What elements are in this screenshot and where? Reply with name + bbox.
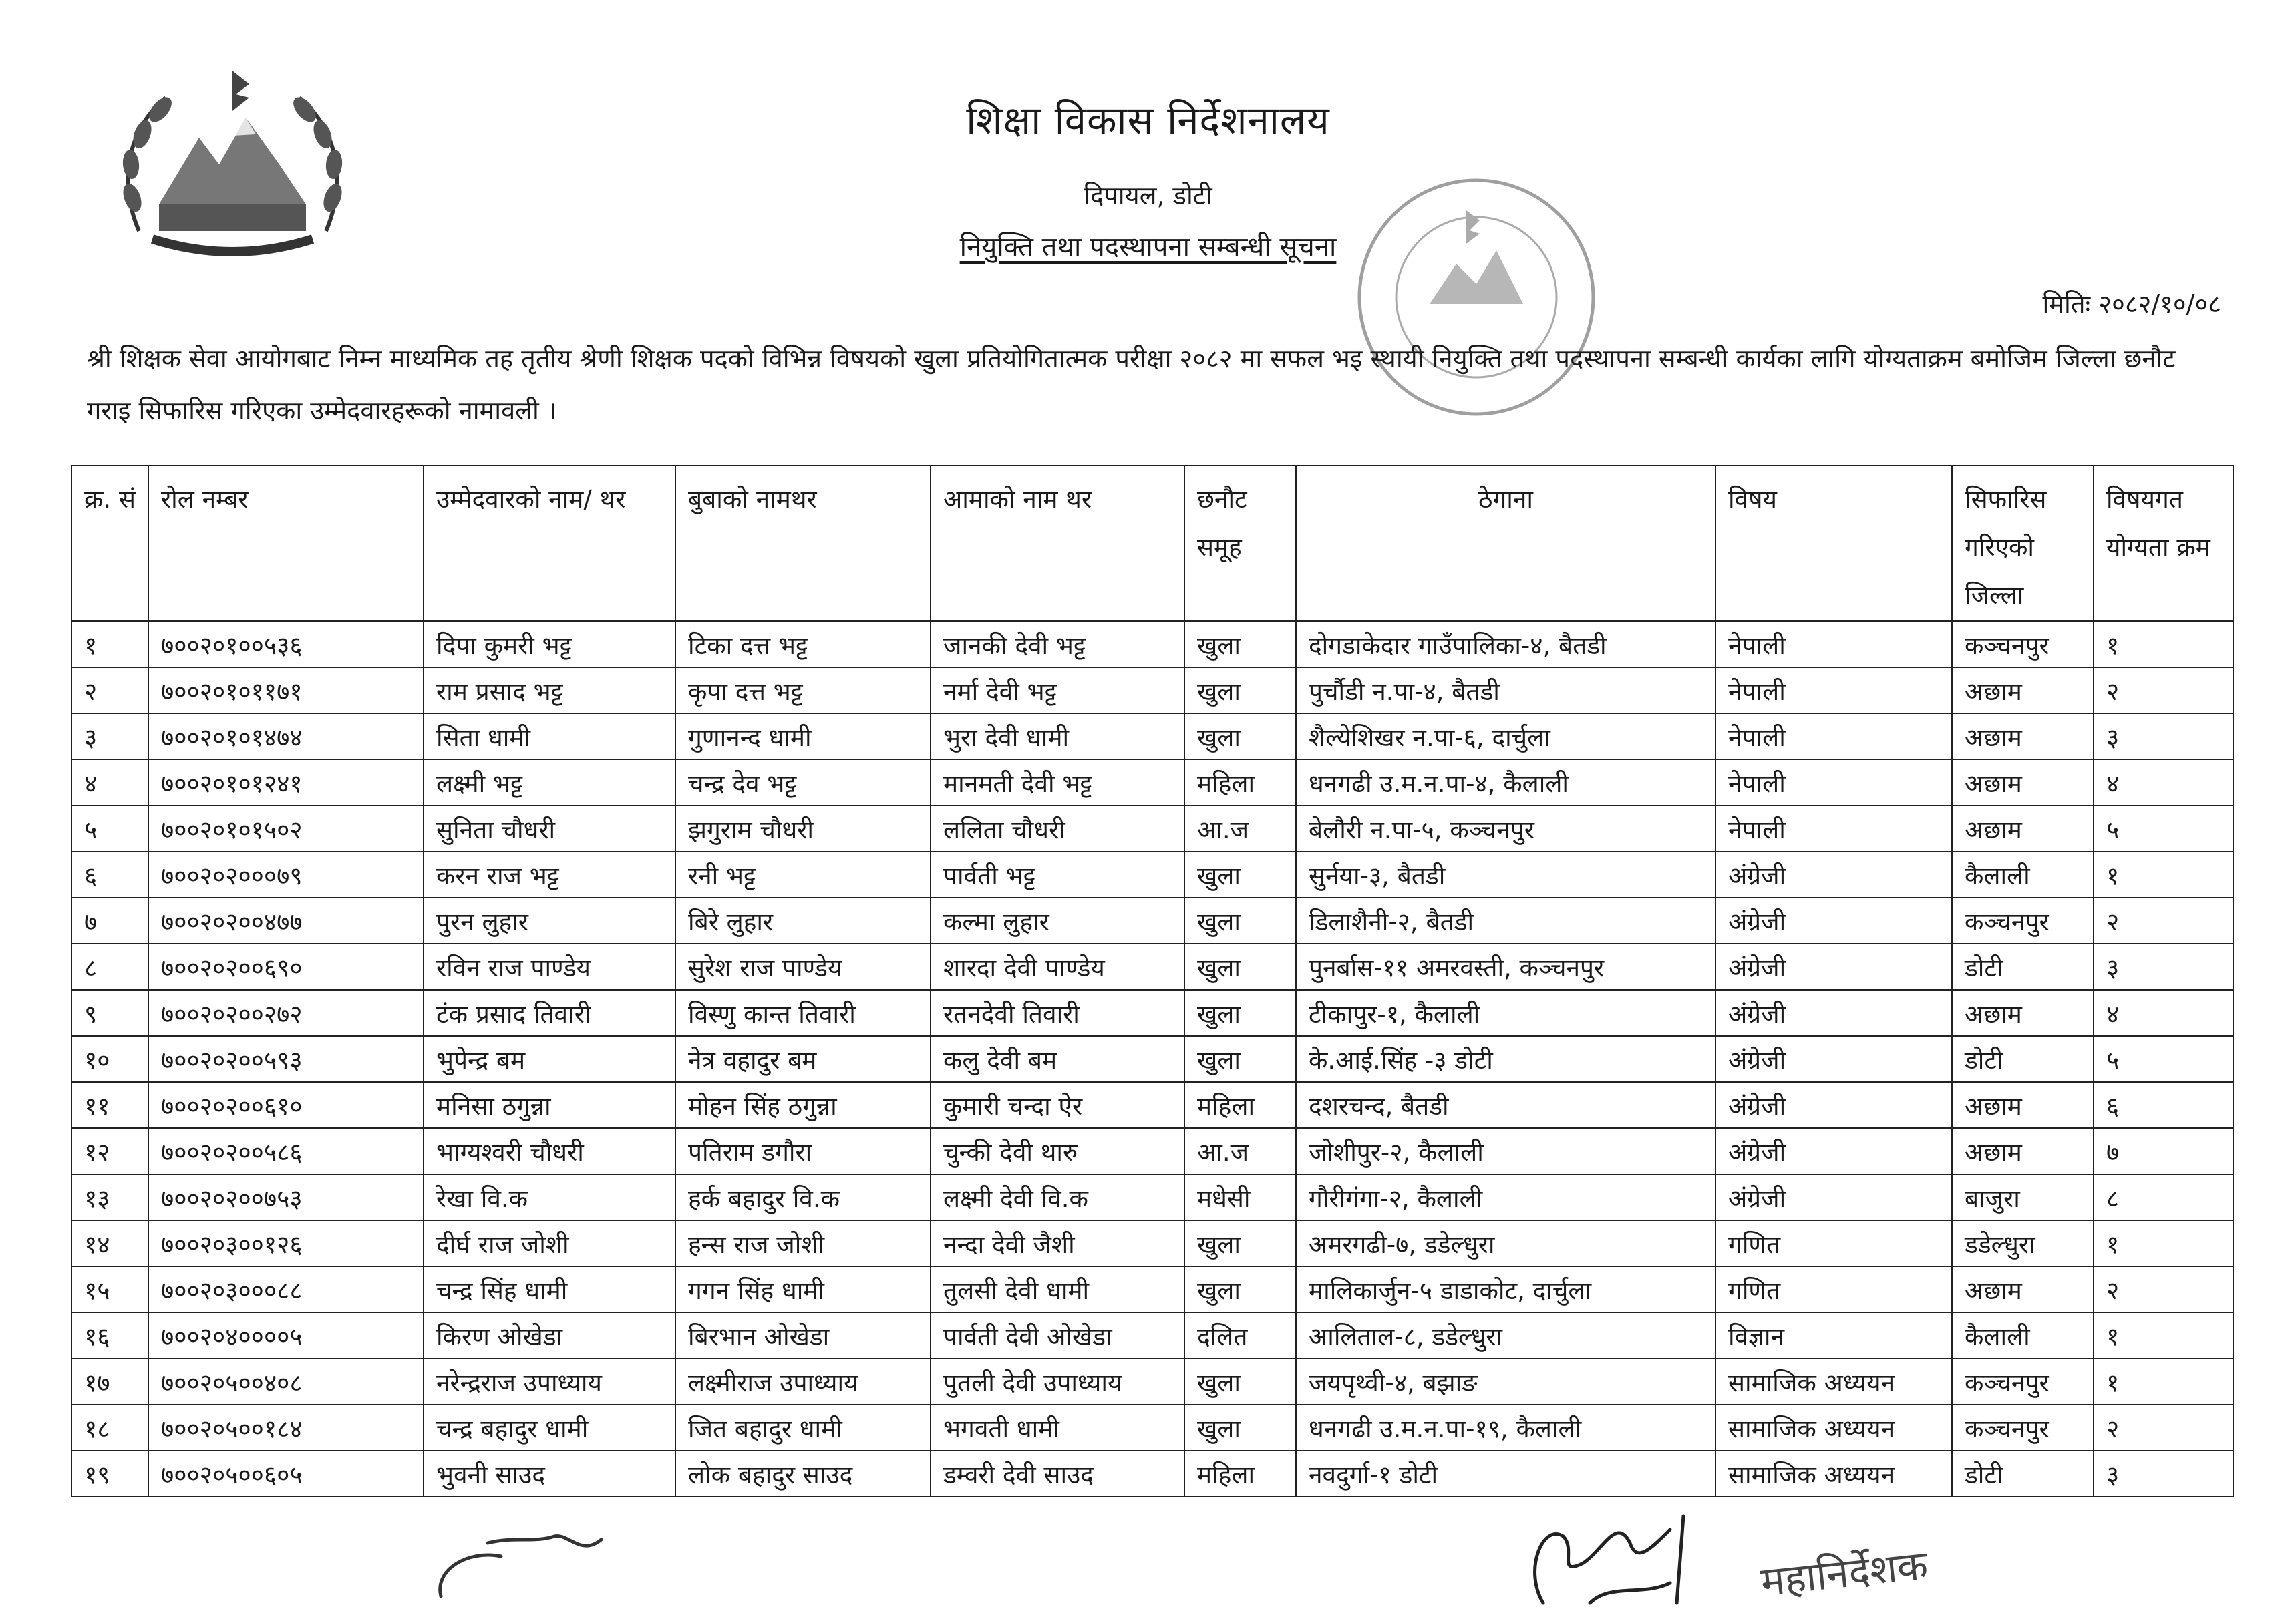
cell-sn: १९	[71, 1451, 148, 1497]
cell-name: सुनिता चौधरी	[424, 806, 675, 852]
cell-mother: जानकी देवी भट्ट	[931, 621, 1184, 667]
table-row	[71, 1082, 2233, 1128]
cell-group: खुला	[1184, 898, 1296, 944]
table-row	[71, 1128, 2233, 1174]
cell-rank: १	[2094, 621, 2233, 667]
cell-sn: ८	[71, 944, 148, 990]
cell-father: लक्ष्मीराज उपाध्याय	[675, 1359, 931, 1405]
cell-district: बाजुरा	[1952, 1174, 2094, 1220]
table-row	[71, 1174, 2233, 1220]
cell-subject: अंग्रेजी	[1715, 1128, 1952, 1174]
table-row	[71, 852, 2233, 898]
cell-district: अछाम	[1952, 1266, 2094, 1312]
cell-address: जयपृथ्वी-४, बझाङ	[1296, 1359, 1715, 1405]
cell-district: डोटी	[1952, 1036, 2094, 1082]
cell-address: नवदुर्गा-१ डोटी	[1296, 1451, 1715, 1497]
cell-father: गगन सिंह धामी	[675, 1266, 931, 1312]
cell-name: भुपेन्द्र बम	[424, 1036, 675, 1082]
cell-roll: ७००२०५००१८४	[148, 1405, 424, 1451]
office-location: दिपायल, डोटी	[1084, 181, 1212, 210]
cell-name: टंक प्रसाद तिवारी	[424, 990, 675, 1036]
cell-address: धनगढी उ.म.न.पा-१९, कैलाली	[1296, 1405, 1715, 1451]
cell-father: सुरेश राज पाण्डेय	[675, 944, 931, 990]
cell-district: कञ्चनपुर	[1952, 898, 2094, 944]
cell-mother: पार्वती भट्ट	[931, 852, 1184, 898]
cell-sn: ३	[71, 713, 148, 759]
cell-mother: मानमती देवी भट्ट	[931, 759, 1184, 806]
office-title: शिक्षा विकास निर्देशनालय	[966, 98, 1330, 143]
cell-mother: भुरा देवी धामी	[931, 713, 1184, 759]
cell-rank: १	[2094, 1312, 2233, 1359]
cell-father: विस्णु कान्त तिवारी	[675, 990, 931, 1036]
cell-group: खुला	[1184, 990, 1296, 1036]
cell-name: भुवनी साउद	[424, 1451, 675, 1497]
cell-subject: गणित	[1715, 1220, 1952, 1266]
cell-subject: नेपाली	[1715, 667, 1952, 713]
cell-father: गुणानन्द धामी	[675, 713, 931, 759]
cell-rank: ३	[2094, 713, 2233, 759]
header-roll: रोल नम्बर	[148, 466, 424, 621]
cell-subject: अंग्रेजी	[1715, 944, 1952, 990]
table-row	[71, 1451, 2233, 1497]
cell-district: अछाम	[1952, 759, 2094, 806]
cell-sn: १८	[71, 1405, 148, 1451]
cell-name: किरण ओखेडा	[424, 1312, 675, 1359]
cell-address: के.आई.सिंह -३ डोटी	[1296, 1036, 1715, 1082]
cell-name: नरेन्द्रराज उपाध्याय	[424, 1359, 675, 1405]
cell-name: रविन राज पाण्डेय	[424, 944, 675, 990]
cell-group: आ.ज	[1184, 1128, 1296, 1174]
cell-roll: ७००२०१००५३६	[148, 621, 424, 667]
cell-roll: ७००२०२००५९३	[148, 1036, 424, 1082]
cell-group: खुला	[1184, 621, 1296, 667]
cell-group: खुला	[1184, 1036, 1296, 1082]
cell-group: खुला	[1184, 944, 1296, 990]
cell-district: अछाम	[1952, 1128, 2094, 1174]
signatory-designation: महानिर्देशक	[1758, 1542, 1931, 1606]
cell-father: टिका दत्त भट्ट	[675, 621, 931, 667]
cell-name: रेखा वि.क	[424, 1174, 675, 1220]
cell-subject: अंग्रेजी	[1715, 990, 1952, 1036]
cell-name: पुरन लुहार	[424, 898, 675, 944]
header-group: छनौट समूह	[1184, 466, 1296, 621]
cell-father: चन्द्र देव भट्ट	[675, 759, 931, 806]
cell-group: खुला	[1184, 713, 1296, 759]
cell-roll: ७००२०१०११७१	[148, 667, 424, 713]
cell-address: गौरीगंगा-२, कैलाली	[1296, 1174, 1715, 1220]
cell-name: लक्ष्मी भट्ट	[424, 759, 675, 806]
cell-subject: अंग्रेजी	[1715, 1174, 1952, 1220]
cell-rank: १	[2094, 852, 2233, 898]
cell-district: अछाम	[1952, 990, 2094, 1036]
cell-roll: ७००२०२००६९०	[148, 944, 424, 990]
notice-title-text: नियुक्ति तथा पदस्थापना सम्बन्धी सूचना	[959, 232, 1337, 262]
cell-name: भाग्यश्वरी चौधरी	[424, 1128, 675, 1174]
cell-father: पतिराम डगौरा	[675, 1128, 931, 1174]
cell-subject: नेपाली	[1715, 713, 1952, 759]
cell-sn: ४	[71, 759, 148, 806]
cell-rank: १	[2094, 1359, 2233, 1405]
cell-group: खुला	[1184, 667, 1296, 713]
cell-subject: सामाजिक अध्ययन	[1715, 1405, 1952, 1451]
cell-address: दशरचन्द, बैतडी	[1296, 1082, 1715, 1128]
cell-group: खुला	[1184, 1405, 1296, 1451]
cell-roll: ७००२०२००६१०	[148, 1082, 424, 1128]
table-row	[71, 1359, 2233, 1405]
table-row	[71, 621, 2233, 667]
cell-father: हन्स राज जोशी	[675, 1220, 931, 1266]
cell-name: चन्द्र सिंह धामी	[424, 1266, 675, 1312]
cell-mother: ललिता चौधरी	[931, 806, 1184, 852]
cell-name: राम प्रसाद भट्ट	[424, 667, 675, 713]
table-row	[71, 667, 2233, 713]
cell-subject: अंग्रेजी	[1715, 852, 1952, 898]
cell-address: सुर्नया-३, बैतडी	[1296, 852, 1715, 898]
cell-address: डिलाशैनी-२, बैतडी	[1296, 898, 1715, 944]
cell-mother: पुतली देवी उपाध्याय	[931, 1359, 1184, 1405]
header-name: उम्मेदवारको नाम/ थर	[424, 466, 675, 621]
cell-father: हर्क बहादुर वि.क	[675, 1174, 931, 1220]
cell-district: डोटी	[1952, 1451, 2094, 1497]
cell-subject: अंग्रेजी	[1715, 898, 1952, 944]
table-row	[71, 898, 2233, 944]
cell-father: मोहन सिंह ठगुन्ना	[675, 1082, 931, 1128]
cell-rank: ५	[2094, 1036, 2233, 1082]
notice-date: मितिः २०८२/१०/०८	[2042, 289, 2221, 319]
cell-group: खुला	[1184, 1266, 1296, 1312]
candidate-table	[71, 465, 2234, 1497]
cell-roll: ७००२०४००००५	[148, 1312, 424, 1359]
cell-district: कैलाली	[1952, 1312, 2094, 1359]
table-row	[71, 806, 2233, 852]
cell-father: कृपा दत्त भट्ट	[675, 667, 931, 713]
table-header-row	[71, 466, 2233, 621]
cell-sn: १३	[71, 1174, 148, 1220]
cell-mother: शारदा देवी पाण्डेय	[931, 944, 1184, 990]
cell-subject: अंग्रेजी	[1715, 1082, 1952, 1128]
cell-rank: २	[2094, 667, 2233, 713]
cell-father: झगुराम चौधरी	[675, 806, 931, 852]
notice-title	[0, 227, 2296, 264]
cell-rank: ७	[2094, 1128, 2233, 1174]
cell-mother: तुलसी देवी धामी	[931, 1266, 1184, 1312]
cell-sn: १६	[71, 1312, 148, 1359]
cell-rank: ८	[2094, 1174, 2233, 1220]
cell-mother: भगवती धामी	[931, 1405, 1184, 1451]
cell-roll: ७००२०२००७५३	[148, 1174, 424, 1220]
cell-mother: रतनदेवी तिवारी	[931, 990, 1184, 1036]
cell-mother: लक्ष्मी देवी वि.क	[931, 1174, 1184, 1220]
header-father: बुबाको नामथर	[675, 466, 931, 621]
table-body	[71, 621, 2233, 1497]
cell-mother: पार्वती देवी ओखेडा	[931, 1312, 1184, 1359]
cell-roll: ७००२०१०१५०२	[148, 806, 424, 852]
cell-rank: ४	[2094, 990, 2233, 1036]
table-row	[71, 1036, 2233, 1082]
cell-address: जोशीपुर-२, कैलाली	[1296, 1128, 1715, 1174]
cell-rank: २	[2094, 1405, 2233, 1451]
intro-paragraph: श्री शिक्षक सेवा आयोगबाट निम्न माध्यमिक तह तृतीय श्रेणी शिक्षक पदको विभिन्न विषयको खुला प्रतियोगितात्मक परीक्षा २०८२ मा सफल भइ स्थायी नियुक्ति तथा पदस्थापना सम्बन्धी कार्यका लागि योग्यताक्रम बमोजिम जिल्ला छनौट गराइ सिफारिस गरिएका उम्मेदवारहरूको नामावली ।	[87, 344, 2176, 425]
cell-rank: २	[2094, 1266, 2233, 1312]
cell-rank: ५	[2094, 806, 2233, 852]
table-row	[71, 713, 2233, 759]
cell-rank: १	[2094, 1220, 2233, 1266]
cell-district: कैलाली	[1952, 852, 2094, 898]
cell-group: दलित	[1184, 1312, 1296, 1359]
table-row	[71, 1266, 2233, 1312]
cell-address: पुर्चौडी न.पा-४, बैतडी	[1296, 667, 1715, 713]
cell-district: अछाम	[1952, 667, 2094, 713]
cell-group: आ.ज	[1184, 806, 1296, 852]
cell-sn: १४	[71, 1220, 148, 1266]
cell-father: नेत्र वहादुर बम	[675, 1036, 931, 1082]
header-address: ठेगाना	[1296, 466, 1715, 621]
cell-district: अछाम	[1952, 1082, 2094, 1128]
cell-mother: नन्दा देवी जैशी	[931, 1220, 1184, 1266]
cell-address: शैल्येशिखर न.पा-६, दार्चुला	[1296, 713, 1715, 759]
cell-group: खुला	[1184, 1220, 1296, 1266]
cell-address: अमरगढी-७, डडेल्धुरा	[1296, 1220, 1715, 1266]
cell-roll: ७००२०२००२७२	[148, 990, 424, 1036]
cell-roll: ७००२०२००४७७	[148, 898, 424, 944]
cell-subject: सामाजिक अध्ययन	[1715, 1359, 1952, 1405]
cell-sn: ७	[71, 898, 148, 944]
cell-roll: ७००२०२०००७९	[148, 852, 424, 898]
table-row	[71, 990, 2233, 1036]
table-row	[71, 1405, 2233, 1451]
table-row	[71, 1220, 2233, 1266]
cell-roll: ७००२०२००५८६	[148, 1128, 424, 1174]
cell-roll: ७००२०१०१४७४	[148, 713, 424, 759]
cell-sn: १५	[71, 1266, 148, 1312]
cell-group: महिला	[1184, 1451, 1296, 1497]
cell-mother: कलु देवी बम	[931, 1036, 1184, 1082]
cell-sn: १०	[71, 1036, 148, 1082]
cell-father: लोक बहादुर साउद	[675, 1451, 931, 1497]
signature-left	[428, 1516, 681, 1609]
cell-mother: कल्मा लुहार	[931, 898, 1184, 944]
cell-mother: डम्वरी देवी साउद	[931, 1451, 1184, 1497]
cell-rank: ३	[2094, 944, 2233, 990]
cell-roll: ७००२०३००१२६	[148, 1220, 424, 1266]
cell-subject: अंग्रेजी	[1715, 1036, 1952, 1082]
cell-sn: ६	[71, 852, 148, 898]
cell-father: जित बहादुर धामी	[675, 1405, 931, 1451]
cell-roll: ७००२०३०००८८	[148, 1266, 424, 1312]
cell-roll: ७००२०५००४०८	[148, 1359, 424, 1405]
cell-address: मालिकार्जुन-५ डाडाकोट, दार्चुला	[1296, 1266, 1715, 1312]
cell-sn: २	[71, 667, 148, 713]
cell-address: धनगढी उ.म.न.पा-४, कैलाली	[1296, 759, 1715, 806]
cell-mother: चुन्की देवी थारु	[931, 1128, 1184, 1174]
cell-mother: नर्मा देवी भट्ट	[931, 667, 1184, 713]
cell-group: खुला	[1184, 1359, 1296, 1405]
cell-group: खुला	[1184, 852, 1296, 898]
header-mother: आमाको नाम थर	[931, 466, 1184, 621]
table-row	[71, 944, 2233, 990]
cell-group: मधेसी	[1184, 1174, 1296, 1220]
cell-subject: नेपाली	[1715, 621, 1952, 667]
cell-sn: ९	[71, 990, 148, 1036]
cell-address: पुनर्बास-११ अमरवस्ती, कञ्चनपुर	[1296, 944, 1715, 990]
cell-name: करन राज भट्ट	[424, 852, 675, 898]
cell-father: बिरभान ओखेडा	[675, 1312, 931, 1359]
cell-group: महिला	[1184, 1082, 1296, 1128]
header-sn: क्र. सं	[71, 466, 148, 621]
cell-rank: ६	[2094, 1082, 2233, 1128]
cell-roll: ७००२०१०१२४१	[148, 759, 424, 806]
header-rank: विषयगत योग्यता क्रम	[2094, 466, 2233, 621]
cell-rank: ४	[2094, 759, 2233, 806]
table-row	[71, 759, 2233, 806]
cell-mother: कुमारी चन्दा ऐर	[931, 1082, 1184, 1128]
cell-name: चन्द्र बहादुर धामी	[424, 1405, 675, 1451]
cell-subject: सामाजिक अध्ययन	[1715, 1451, 1952, 1497]
cell-district: अछाम	[1952, 806, 2094, 852]
header-district: सिफारिस गरिएको जिल्ला	[1952, 466, 2094, 621]
cell-district: कञ्चनपुर	[1952, 1359, 2094, 1405]
table-row	[71, 1312, 2233, 1359]
cell-name: दिपा कुमरी भट्ट	[424, 621, 675, 667]
header-subject: विषय	[1715, 466, 1952, 621]
cell-sn: १७	[71, 1359, 148, 1405]
cell-address: दोगडाकेदार गाउँपालिका-४, बैतडी	[1296, 621, 1715, 667]
cell-father: रनी भट्ट	[675, 852, 931, 898]
cell-district: डडेल्धुरा	[1952, 1220, 2094, 1266]
cell-sn: १	[71, 621, 148, 667]
cell-district: अछाम	[1952, 713, 2094, 759]
cell-group: महिला	[1184, 759, 1296, 806]
cell-subject: नेपाली	[1715, 806, 1952, 852]
cell-sn: १२	[71, 1128, 148, 1174]
cell-district: कञ्चनपुर	[1952, 1405, 2094, 1451]
cell-sn: ५	[71, 806, 148, 852]
cell-subject: विज्ञान	[1715, 1312, 1952, 1359]
cell-name: मनिसा ठगुन्ना	[424, 1082, 675, 1128]
cell-subject: गणित	[1715, 1266, 1952, 1312]
cell-roll: ७००२०५००६०५	[148, 1451, 424, 1497]
cell-district: कञ्चनपुर	[1952, 621, 2094, 667]
signature-right	[1516, 1503, 1757, 1609]
cell-address: बेलौरी न.पा-५, कञ्चनपुर	[1296, 806, 1715, 852]
cell-address: टीकापुर-१, कैलाली	[1296, 990, 1715, 1036]
cell-district: डोटी	[1952, 944, 2094, 990]
cell-sn: ११	[71, 1082, 148, 1128]
cell-name: दीर्घ राज जोशी	[424, 1220, 675, 1266]
cell-rank: ३	[2094, 1451, 2233, 1497]
cell-subject: नेपाली	[1715, 759, 1952, 806]
cell-address: आलिताल-८, डडेल्धुरा	[1296, 1312, 1715, 1359]
cell-father: बिरे लुहार	[675, 898, 931, 944]
cell-rank: २	[2094, 898, 2233, 944]
cell-name: सिता धामी	[424, 713, 675, 759]
